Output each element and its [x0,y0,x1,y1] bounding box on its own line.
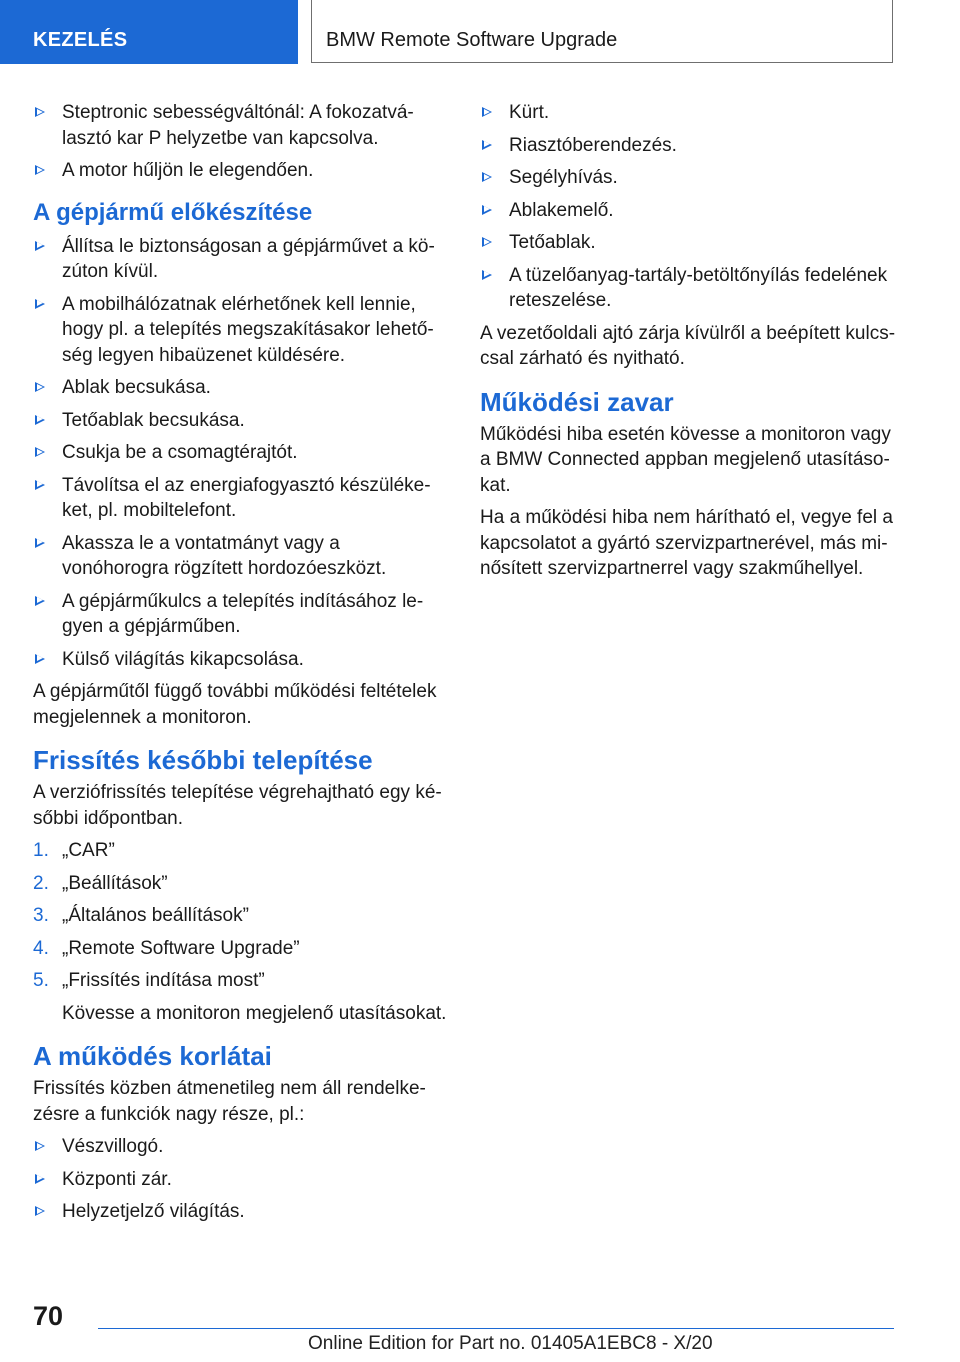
triangle-bullet-icon [482,270,492,280]
list-item: A gépjárműkulcs a telepítés indításához le-gyen a gépjárműben. [33,589,449,640]
footer-divider [98,1328,894,1329]
paragraph-later-install: A verziófrissítés telepítése végrehajtható egy ké-sőbbi időpontban. [33,782,442,829]
triangle-bullet-icon [35,165,45,175]
triangle-bullet-icon [482,140,492,150]
heading-prepare: A gépjármű előkészítése [33,198,313,226]
triangle-bullet-icon [35,1174,45,1184]
step-item: 1. „CAR” [33,838,449,864]
right-column [480,100,896,589]
paragraph-fault-2: Ha a működési hiba nem hárítható el, vegye fel a kapcsolatot a gyártó szervizpartnerével, más mi-nősített szervizpartnerrel vagy szakműhellyel. [480,507,893,579]
list-item: A tüzelőanyag-tartály-betöltőnyílás fedelének reteszelése. [480,263,896,314]
step-number: 5. [33,970,49,991]
paragraph-conditions: A gépjárműtől függő további működési feltételek megjelennek a monitoron. [33,681,437,728]
list-item: A mobilhálózatnak elérhetőnek kell lennie, hogy pl. a telepítés megszakításakor lehető-ség legyen hibaüzenet küldésére. [33,292,449,369]
page-number: 70 [33,1301,64,1331]
list-item: Vészvillogó. [33,1134,449,1160]
triangle-bullet-icon [482,172,492,182]
triangle-bullet-icon [35,241,45,251]
step-item: 3. „Általános beállítások” [33,903,449,929]
triangle-bullet-icon [35,596,45,606]
list-item: Külső világítás kikapcsolása. [33,647,449,673]
step-number: 1. [33,840,49,861]
triangle-bullet-icon [35,480,45,490]
triangle-bullet-icon [482,205,492,215]
section-tab [0,0,298,64]
triangle-bullet-icon [482,237,492,247]
list-item: Központi zár. [33,1167,449,1193]
list-item: A motor hűljön le elegendően. [33,158,449,184]
step-number: 2. [33,872,49,894]
step-number: 3. [33,905,49,926]
paragraph-fault-1: Működési hiba esetén kövesse a monitoron vagy a BMW Connected appban megjelenő utasításo-kat. [480,423,891,496]
list-item: Kürt. [480,100,896,126]
triangle-bullet-icon [35,415,45,425]
triangle-bullet-icon [35,538,45,548]
list-item: Csukja be a csomagtérajtót. [33,440,449,466]
triangle-bullet-icon [35,1141,45,1151]
list-item: Helyzetjelző világítás. [33,1199,449,1225]
list-item: Tetőablak. [480,230,896,256]
list-item: Állítsa le biztonságosan a gépjárművet a kö-zúton kívül. [33,234,449,285]
triangle-bullet-icon [35,107,45,117]
list-item: Ablak becsukása. [33,375,449,401]
list-item: Riasztóberendezés. [480,133,896,159]
heading-later-install: Frissítés későbbi telepítése [33,745,373,775]
header-title-box [311,0,893,63]
list-item: Távolítsa el az energiafogyasztó készüléke-ket, pl. mobiltelefont. [33,473,449,524]
list-item: Steptronic sebességváltónál: A fokozatvá-lasztó kar P helyzetbe van kapcsolva. [33,100,449,151]
heading-fault: Működési zavar [480,386,674,417]
triangle-bullet-icon [35,654,45,664]
triangle-bullet-icon [482,107,492,117]
step-number: 4. [33,937,49,959]
footer-edition: Online Edition for Part no. 01405A1EBC8 - X/20 [308,1333,713,1354]
list-item: Tetőablak becsukása. [33,408,449,434]
paragraph-door-lock: A vezetőoldali ajtó zárja kívülről a beépített kulcs-csal zárható és nyitható. [480,322,896,369]
header-title: BMW Remote Software Upgrade [326,29,618,51]
step-item: 2. „Beállítások” [33,871,449,897]
paragraph-limits: Frissítés közben átmenetileg nem áll rendelke-zésre a funkciók nagy része, pl.: [33,1078,426,1125]
triangle-bullet-icon [35,299,45,309]
left-column [33,100,449,1232]
step-item: 5. „Frissítés indítása most” [33,968,449,994]
triangle-bullet-icon [35,1206,45,1216]
step-item: 4. „Remote Software Upgrade” [33,936,449,962]
step-note: Kövesse a monitoron megjelenő utasításokat. [62,1002,447,1024]
triangle-bullet-icon [35,382,45,392]
triangle-bullet-icon [35,447,45,457]
section-label: KEZELÉS [33,29,128,51]
heading-limits: A működés korlátai [33,1041,272,1071]
list-item: Akassza le a vontatmányt vagy a vonóhorogra rögzített hordozóeszközt. [33,531,449,582]
list-item: Segélyhívás. [480,165,896,191]
list-item: Ablakemelő. [480,198,896,224]
